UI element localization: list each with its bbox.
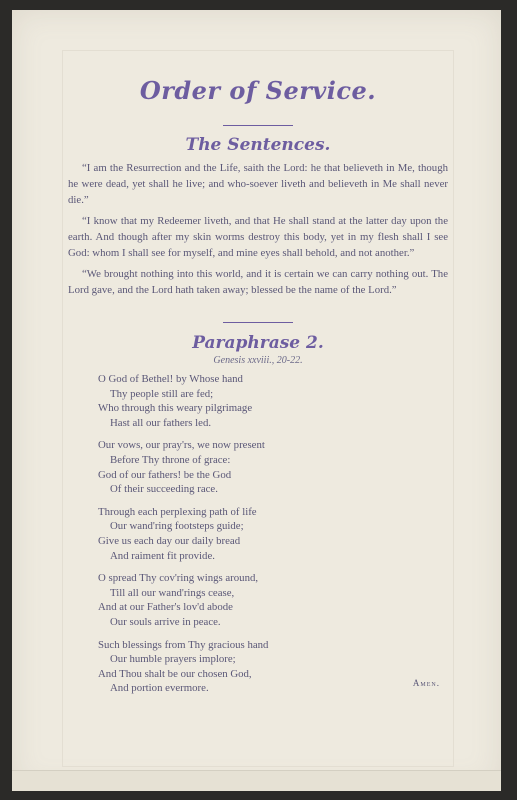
paper-edge xyxy=(12,770,501,791)
hymn-verse xyxy=(98,505,448,563)
verse-line: Through each perplexing path of life xyxy=(98,505,257,518)
amen-label: Amen. xyxy=(412,677,440,688)
verse-line: Till all our wand'rings cease, xyxy=(110,586,235,599)
verse-line: Our wand'ring footsteps guide; xyxy=(110,520,244,533)
verse-line: Of their succeeding race. xyxy=(110,483,218,496)
sentences-heading: The Sentences. xyxy=(185,135,331,155)
verse-line: And at our Father's lov'd abode xyxy=(98,601,233,614)
verse-line: O spread Thy cov'ring wings around, xyxy=(98,572,259,585)
verse-line: And portion evermore. xyxy=(110,682,209,695)
sentence-paragraph: “I am the Resurrection and the Life, saith the Lord: he that believeth in Me, though he were dead, yet shall he live; and who-soever liveth and believeth in Me shall never die.” xyxy=(68,162,448,206)
verse-line: Our souls arrive in peace. xyxy=(110,615,221,628)
verse-line: Who through this weary pilgrimage xyxy=(98,402,253,415)
verse-line: Our humble prayers implore; xyxy=(110,653,236,666)
page-title: Order of Service. xyxy=(139,76,377,105)
verse-line: Thy people still are fed; xyxy=(110,387,214,400)
sentence-paragraph: “We brought nothing into this world, and it is certain we can carry nothing out. The Lord gave, and the Lord hath taken away; blessed be the name of the Lord.” xyxy=(68,268,448,296)
hymn-verse xyxy=(98,571,448,629)
verse-line: Give us each day our daily bread xyxy=(98,534,241,547)
divider-rule xyxy=(223,322,293,323)
verse-line: O God of Bethel! by Whose hand xyxy=(98,373,243,385)
hymn-verse xyxy=(98,372,448,430)
verse-line: And raiment fit provide. xyxy=(110,549,215,562)
verse-line: And Thou shalt be our chosen God, xyxy=(98,667,252,680)
hymn-text xyxy=(68,372,448,696)
verse-line: Such blessings from Thy gracious hand xyxy=(98,638,269,651)
hymn-verse xyxy=(98,438,448,496)
verse-line: Hast all our fathers led. xyxy=(110,416,212,429)
verse-line: Before Thy throne of grace: xyxy=(110,453,231,466)
document-content xyxy=(68,76,448,704)
sentence-paragraph: “I know that my Redeemer liveth, and that He shall stand at the latter day upon the earth. And though after my skin worms destroy this body, yet in my flesh shall I see God: whom I shall see for myself, and mine eyes shall behold, and not another.” xyxy=(68,215,448,259)
paraphrase-heading: Paraphrase 2. xyxy=(192,333,324,353)
hymn-verse xyxy=(98,638,448,696)
divider-rule xyxy=(223,125,293,126)
scripture-reference: Genesis xxviii., 20-22. xyxy=(213,355,303,366)
verse-line: God of our fathers! be the God xyxy=(98,468,232,481)
verse-line: Our vows, our pray'rs, we now present xyxy=(98,439,265,452)
